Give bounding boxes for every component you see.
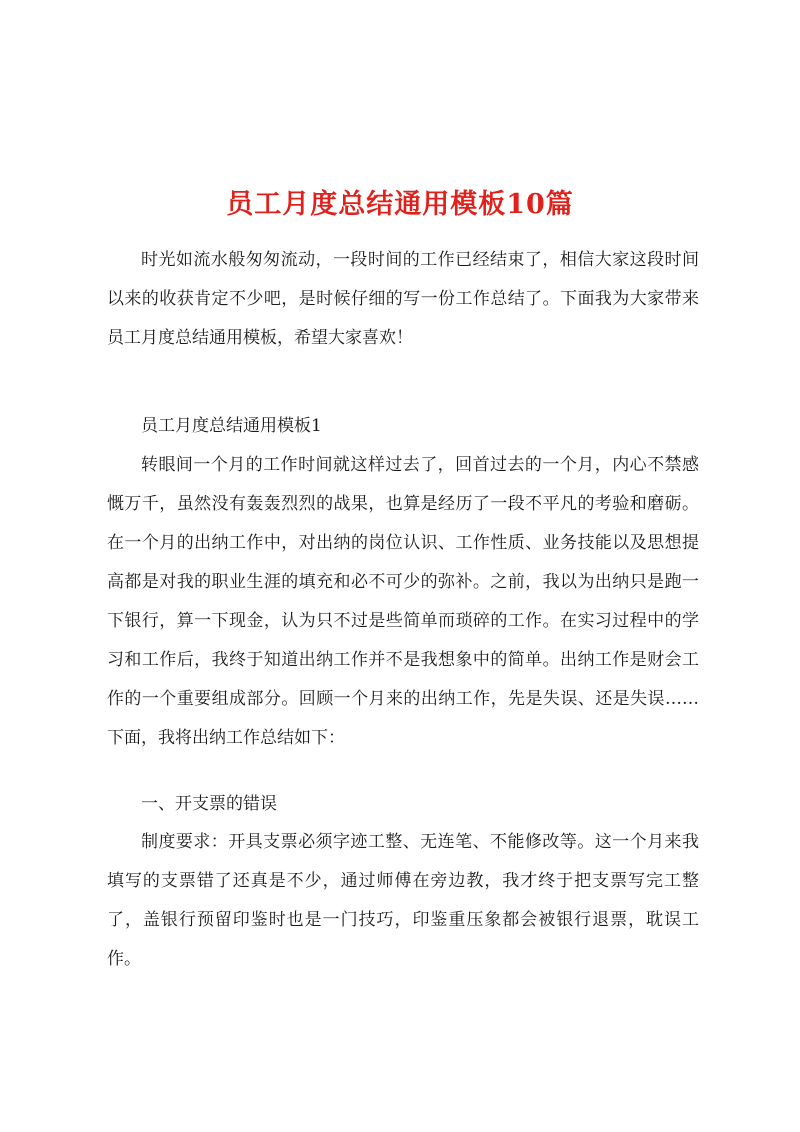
subsection-paragraph: 制度要求：开具支票必须字迹工整、无连笔、不能修改等。这一个月来我填写的支票错了还真是不少，通过师傅在旁边教，我才终于把支票写完工整了，盖银行预留印鉴时也是一门技巧，印鉴重压象都会被银行退票，耽误工作。 — [107, 832, 699, 969]
intro-paragraph: 时光如流水般匆匆流动，一段时间的工作已经结束了，相信大家这段时间以来的收获肯定不少吧，是时候仔细的写一份工作总结了。下面我为大家带来员工月度总结通用模板，希望大家喜欢！ — [107, 250, 699, 348]
document-title: 员工月度总结通用模板10篇 — [226, 189, 574, 221]
subsection-heading: 一、开支票的错误 — [141, 794, 277, 814]
section-paragraph: 转眼间一个月的工作时间就这样过去了，回首过去的一个月，内心不禁感慨万千，虽然没有轰轰烈烈的战果，也算是经历了一段不平凡的考验和磨砺。在一个月的出纳工作中，对出纳的岗位认识、工作性质、业务技能以及思想提高都是对我的职业生涯的填充和必不可少的弥补。之前，我以为出纳只是跑一下银行，算一下现金，认为只不过是些简单而琐碎的工作。在实习过程中的学习和工作后，我终于知道出纳工作并不是我想象中的简单。出纳工作是财会工作的一个重要组成部分。回顾一个月来的出纳工作，先是失误、还是失误……下面，我将出纳工作总结如下： — [107, 455, 699, 748]
section-heading: 员工月度总结通用模板1 — [141, 416, 322, 436]
